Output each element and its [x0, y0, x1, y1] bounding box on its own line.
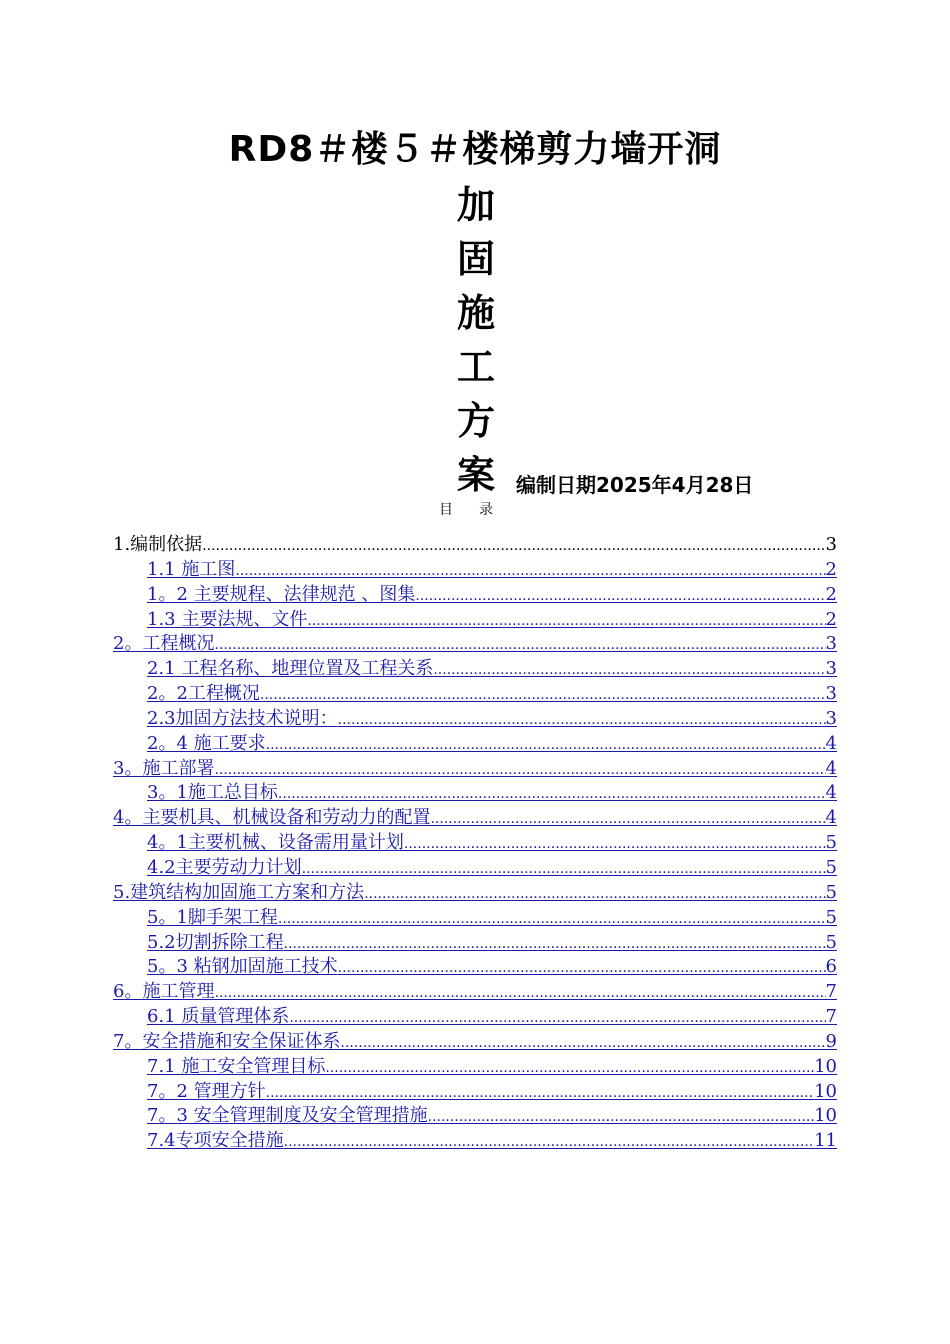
toc-entry-page: 2: [825, 608, 837, 630]
toc-entry-page: 2: [825, 558, 837, 580]
toc-entry-page: 5: [825, 881, 837, 903]
toc-entry[interactable]: [113, 682, 837, 707]
toc-entry[interactable]: [113, 707, 837, 732]
toc-leader-dots: [235, 559, 825, 583]
toc-entry[interactable]: [113, 881, 837, 906]
toc-entry[interactable]: [113, 931, 837, 956]
toc-entry-title: 7。安全措施和安全保证体系: [113, 1030, 341, 1052]
toc-entry[interactable]: [113, 757, 837, 782]
toc-leader-dots: [284, 932, 826, 956]
toc-leader-dots: [433, 658, 825, 682]
toc-entry-title: 7。2 管理方针: [147, 1080, 266, 1102]
toc-entry-title: 1.3 主要法规、文件: [147, 608, 308, 630]
toc-leader-dots: [266, 733, 826, 757]
toc-entry[interactable]: [113, 1005, 837, 1030]
toc-entry[interactable]: [113, 1129, 837, 1154]
toc-entry-title: 2。2工程概况: [147, 683, 260, 705]
toc-entry[interactable]: [113, 806, 837, 831]
toc-entry-page: 6: [825, 956, 837, 978]
toc-entry-page: 4: [825, 732, 837, 754]
toc-entry[interactable]: [113, 583, 837, 608]
toc-leader-dots: [278, 782, 826, 806]
toc-entry[interactable]: [113, 558, 837, 583]
toc-entry[interactable]: [113, 632, 837, 657]
toc-leader-dots: [404, 832, 826, 856]
toc-leader-dots: [284, 1130, 814, 1154]
toc-leader-dots: [325, 1056, 814, 1080]
toc-leader-dots: [214, 981, 825, 1005]
toc-leader-dots: [415, 584, 825, 608]
toc-entry-page: 3: [825, 534, 837, 555]
toc-leader-dots: [202, 534, 825, 558]
toc-leader-dots: [289, 1006, 825, 1030]
toc-entry[interactable]: [113, 1030, 837, 1055]
toc-entry-page: 5: [825, 906, 837, 928]
toc-entry-page: 4: [825, 757, 837, 779]
toc-entry-page: 5: [825, 832, 837, 854]
title-char: 加: [456, 183, 495, 227]
toc-entry-page: 10: [814, 1055, 837, 1077]
title-char: 工: [456, 345, 495, 389]
toc-entry-title: 3。施工部署: [113, 757, 215, 779]
toc-entry-title: 5。3 粘钢加固施工技术: [147, 956, 338, 978]
toc-heading: 目录: [439, 502, 519, 518]
toc-entry-title: 3。1施工总目标: [147, 782, 278, 804]
toc-entry[interactable]: [113, 732, 837, 757]
toc-entry-title: 5。1脚手架工程: [147, 906, 278, 928]
toc-leader-dots: [307, 609, 825, 633]
toc-leader-dots: [214, 633, 825, 657]
toc-entry-page: 4: [825, 807, 837, 829]
toc-entry-title: 2.3加固方法技术说明：: [147, 707, 338, 729]
toc-entry[interactable]: [113, 980, 837, 1005]
toc-entry-page: 7: [825, 1006, 837, 1028]
toc-entry-page: 2: [825, 583, 837, 605]
toc-entry-page: 11: [814, 1130, 837, 1152]
toc-entry[interactable]: [113, 955, 837, 980]
toc-leader-dots: [338, 708, 826, 732]
toc-entry[interactable]: [113, 781, 837, 806]
toc-leader-dots: [266, 1081, 814, 1105]
toc-entry-title: 7.4专项安全措施: [147, 1130, 284, 1152]
toc-entry-title: 6.1 质量管理体系: [147, 1006, 290, 1028]
toc-entry[interactable]: [113, 1055, 837, 1080]
toc-entry-title: 6。施工管理: [113, 981, 215, 1003]
toc-entry-title: 7.1 施工安全管理目标: [147, 1055, 326, 1077]
toc-entry-page: 4: [825, 782, 837, 804]
toc-leader-dots: [428, 1105, 814, 1129]
toc-entry-page: 3: [825, 658, 837, 680]
toc-entry[interactable]: [113, 608, 837, 633]
toc-entry-title: 7。3 安全管理制度及安全管理措施: [147, 1105, 428, 1127]
toc-entry[interactable]: [113, 657, 837, 682]
toc-entry[interactable]: [113, 831, 837, 856]
toc-leader-dots: [430, 807, 825, 831]
toc-entry-page: 5: [825, 856, 837, 878]
title-char: 案: [456, 453, 495, 497]
toc-entry-title: 2。4 施工要求: [147, 732, 266, 754]
title-char: 施: [456, 291, 495, 335]
compile-date: 编制日期2025年4月28日: [516, 473, 754, 497]
toc-entry-page: 3: [825, 633, 837, 655]
toc-leader-dots: [278, 907, 826, 931]
toc-leader-dots: [364, 882, 825, 906]
document-title-vertical: [450, 178, 502, 502]
table-of-contents: [113, 533, 837, 1154]
toc-entry[interactable]: [113, 906, 837, 931]
toc-entry-title: 2.1 工程名称、地理位置及工程关系: [147, 658, 434, 680]
toc-leader-dots: [338, 956, 826, 980]
toc-entry-title: 2。工程概况: [113, 633, 215, 655]
toc-entry-page: 3: [825, 683, 837, 705]
toc-entry-title: 1.1 施工图: [147, 558, 236, 580]
toc-entry[interactable]: [113, 856, 837, 881]
toc-entry-title: 4.2主要劳动力计划: [147, 856, 302, 878]
toc-leader-dots: [302, 857, 826, 881]
toc-entry-title: 1。2 主要规程、法律规范 、图集: [147, 583, 416, 605]
title-char: 固: [456, 237, 495, 281]
toc-leader-dots: [214, 758, 825, 782]
toc-entry-page: 10: [814, 1105, 837, 1127]
toc-entry-page: 7: [825, 981, 837, 1003]
document-title: RD8＃楼５＃楼梯剪力墙开洞: [228, 129, 722, 170]
toc-leader-dots: [260, 683, 826, 707]
toc-entry: [113, 533, 837, 558]
toc-entry-title: 4。1主要机械、设备需用量计划: [147, 832, 404, 854]
toc-entry-page: 3: [825, 707, 837, 729]
toc-entry[interactable]: [113, 1080, 837, 1105]
toc-leader-dots: [340, 1031, 825, 1055]
toc-entry-page: 5: [825, 931, 837, 953]
toc-entry-title: 5.建筑结构加固施工方案和方法: [113, 881, 365, 903]
toc-entry-title: 5.2切割拆除工程: [147, 931, 284, 953]
toc-entry-page: 9: [825, 1030, 837, 1052]
toc-entry-page: 10: [814, 1080, 837, 1102]
toc-entry-title: 4。主要机具、机械设备和劳动力的配置: [113, 807, 431, 829]
toc-entry-title: 1.编制依据: [113, 534, 203, 555]
title-char: 方: [456, 399, 495, 443]
toc-entry[interactable]: [113, 1104, 837, 1129]
